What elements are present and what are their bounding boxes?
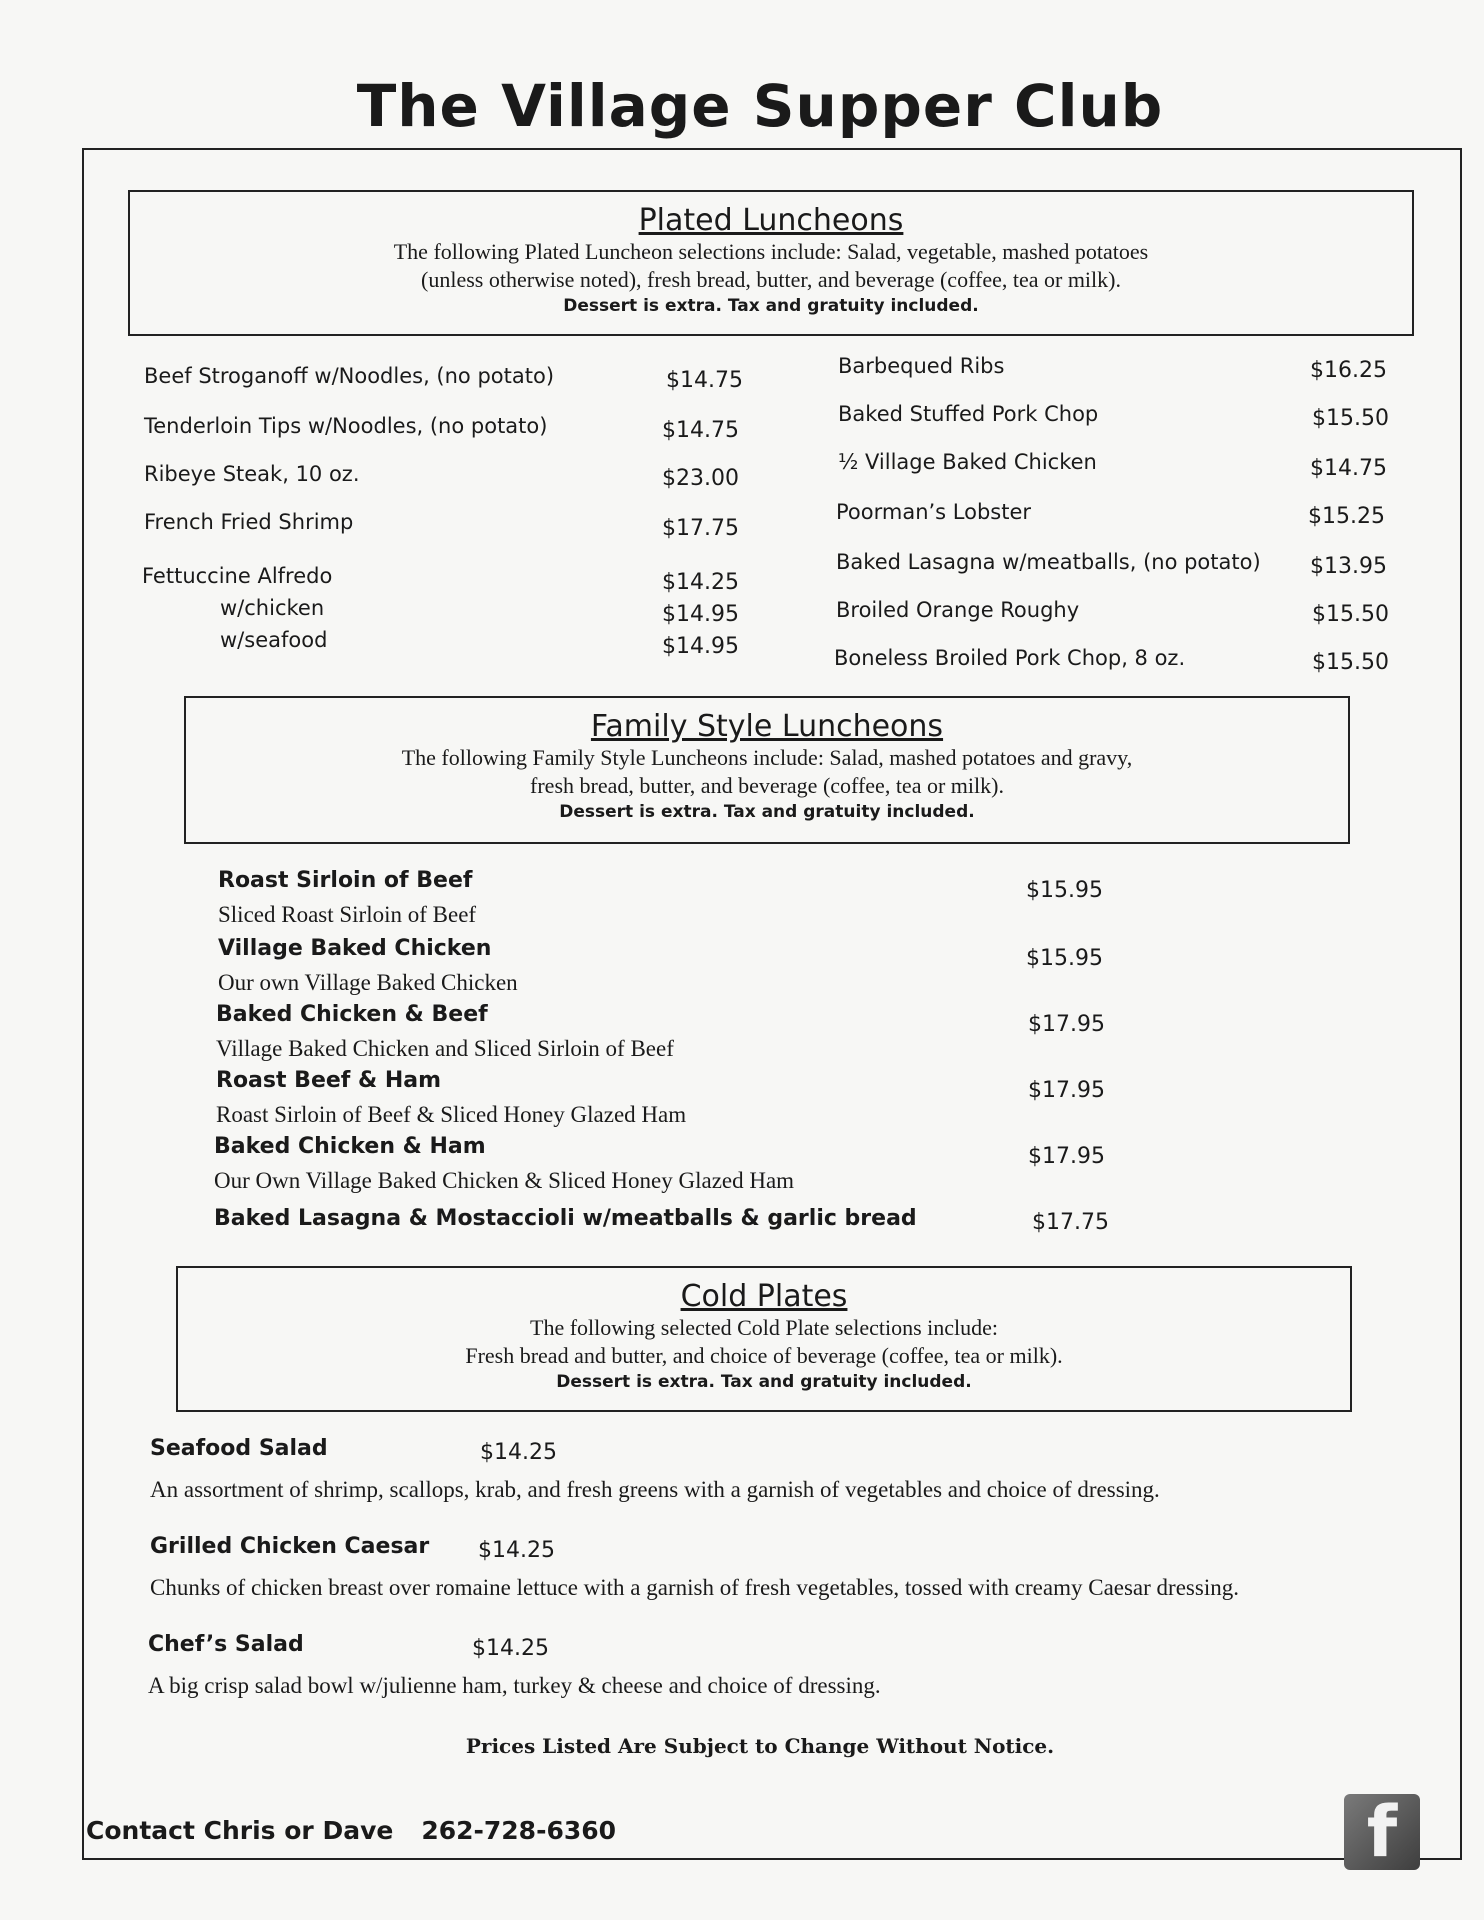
plated-item-name: ½ Village Baked Chicken: [838, 450, 1097, 474]
plated-heading: Plated Luncheons: [638, 203, 904, 238]
family-item-desc: Our own Village Baked Chicken: [218, 970, 518, 995]
plated-item-price: $15.50: [1312, 650, 1389, 675]
family-item-name: Roast Beef & Ham: [216, 1068, 442, 1093]
family-heading: Family Style Luncheons: [590, 709, 944, 744]
family-item-name: Roast Sirloin of Beef: [218, 868, 473, 893]
family-item-name: Village Baked Chicken: [218, 936, 492, 961]
plated-item-price: $14.25: [662, 570, 739, 595]
plated-desc-line2: (unless otherwise noted), fresh bread, butter, and beverage (coffee, tea or milk).: [421, 267, 1121, 292]
plated-item-name: Boneless Broiled Pork Chop, 8 oz.: [834, 646, 1186, 670]
plated-note: Dessert is extra. Tax and gratuity included.: [563, 296, 979, 316]
cold-heading: Cold Plates: [680, 1279, 848, 1314]
family-style-header: [184, 696, 1350, 844]
plated-item-price: $17.75: [662, 516, 739, 541]
plated-item-price: $14.75: [1310, 456, 1387, 481]
cold-plates-header: [176, 1266, 1352, 1412]
family-item-price: $17.95: [1028, 1012, 1105, 1037]
family-item-name: Baked Chicken & Ham: [214, 1134, 486, 1159]
plated-item-price: $14.95: [662, 634, 739, 659]
contact-phone: 262-728-6360: [421, 1816, 617, 1845]
cold-note: Dessert is extra. Tax and gratuity included.: [556, 1372, 972, 1392]
plated-item-name: Tenderloin Tips w/Noodles, (no potato): [144, 414, 548, 438]
plated-item-price: $14.75: [662, 418, 739, 443]
family-item-desc: Village Baked Chicken and Sliced Sirloin of Beef: [216, 1036, 674, 1061]
family-item-price: $17.95: [1028, 1144, 1105, 1169]
page-title: The Village Supper Club: [356, 72, 1164, 140]
plated-item-name: Broiled Orange Roughy: [836, 598, 1080, 622]
family-desc-line2: fresh bread, butter, and beverage (coffee, tea or milk).: [530, 773, 1004, 798]
contact-line: [86, 1816, 616, 1845]
plated-item-name: Fettuccine Alfredo: [142, 564, 333, 588]
cold-item-desc: A big crisp salad bowl w/julienne ham, turkey & cheese and choice of dressing.: [148, 1673, 881, 1698]
plated-item-name: Poorman’s Lobster: [836, 500, 1032, 524]
plated-item-price: $16.25: [1310, 358, 1387, 383]
plated-item-name: Barbequed Ribs: [838, 354, 1005, 378]
plated-item-price: $14.95: [662, 602, 739, 627]
cold-item-price: $14.25: [472, 1636, 549, 1661]
plated-item-price: $15.25: [1308, 504, 1385, 529]
facebook-icon[interactable]: [1344, 1791, 1420, 1873]
plated-item-name: Baked Stuffed Pork Chop: [838, 402, 1099, 426]
plated-item-name: w/chicken: [220, 596, 325, 620]
price-disclaimer: Prices Listed Are Subject to Change Without Notice.: [465, 1734, 1055, 1758]
plated-item-price: $15.50: [1312, 406, 1389, 431]
family-item-desc: Sliced Roast Sirloin of Beef: [218, 902, 477, 927]
plated-item-price: $14.75: [666, 368, 743, 393]
plated-item-price: $23.00: [662, 466, 739, 491]
family-item-price: $15.95: [1026, 946, 1103, 971]
cold-item-name: Grilled Chicken Caesar: [150, 1534, 430, 1559]
family-item-name: Baked Lasagna & Mostaccioli w/meatballs & garlic bread: [214, 1206, 917, 1231]
plated-item-price: $15.50: [1312, 602, 1389, 627]
plated-desc-line1: The following Plated Luncheon selections include: Salad, vegetable, mashed potatoes: [393, 239, 1149, 264]
facebook-glyph: f: [1366, 1791, 1398, 1873]
plated-item-name: Baked Lasagna w/meatballs, (no potato): [836, 550, 1261, 574]
contact-label: Contact Chris or Dave: [86, 1816, 394, 1845]
cold-desc-line2: Fresh bread and butter, and choice of beverage (coffee, tea or milk).: [465, 1343, 1063, 1368]
cold-item-name: Seafood Salad: [150, 1436, 328, 1461]
family-note: Dessert is extra. Tax and gratuity included.: [559, 802, 975, 822]
family-item-price: $15.95: [1026, 878, 1103, 903]
cold-item-price: $14.25: [480, 1440, 557, 1465]
cold-item-name: Chef’s Salad: [148, 1632, 304, 1657]
cold-item-desc: Chunks of chicken breast over romaine lettuce with a garnish of fresh vegetables, tossed with creamy Caesar dressing.: [150, 1575, 1239, 1600]
family-item-price: $17.75: [1032, 1210, 1109, 1235]
family-desc-line1: The following Family Style Luncheons include: Salad, mashed potatoes and gravy,: [401, 745, 1133, 770]
plated-luncheons-header: [128, 190, 1414, 336]
family-item-desc: Roast Sirloin of Beef & Sliced Honey Glazed Ham: [216, 1102, 687, 1127]
family-item-desc: Our Own Village Baked Chicken & Sliced Honey Glazed Ham: [214, 1168, 795, 1193]
family-item-name: Baked Chicken & Beef: [216, 1002, 488, 1027]
cold-item-price: $14.25: [478, 1538, 555, 1563]
cold-desc-line1: The following selected Cold Plate selections include:: [530, 1315, 998, 1340]
plated-item-price: $13.95: [1310, 554, 1387, 579]
plated-item-name: Ribeye Steak, 10 oz.: [144, 462, 360, 486]
plated-item-name: French Fried Shrimp: [144, 510, 354, 534]
plated-item-name: w/seafood: [220, 628, 328, 652]
cold-item-desc: An assortment of shrimp, scallops, krab, and fresh greens with a garnish of vegetables and choice of dressing.: [150, 1477, 1160, 1502]
family-item-price: $17.95: [1028, 1078, 1105, 1103]
plated-item-name: Beef Stroganoff w/Noodles, (no potato): [144, 364, 555, 388]
